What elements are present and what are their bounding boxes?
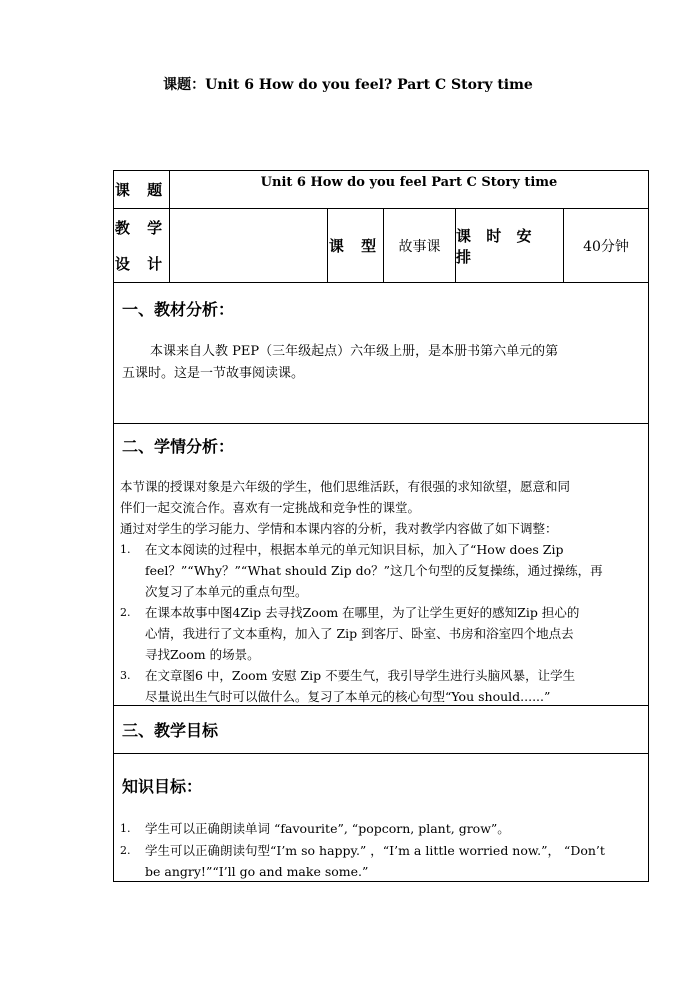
list-item-line: 在课本故事中图4Zip 去寻找Zoom 在哪里，为了让学生更好的感知Zip 担心的 xyxy=(145,605,580,620)
list-item-line: 在文本阅读的过程中，根据本单元的单元知识目标，加入了“How does Zip xyxy=(145,542,564,557)
list-item-line: 学生可以正确朗读句型“I’m so happy.” ，“I’m a little worried now.”， “Don’t xyxy=(145,843,605,858)
schedule-value: 40分钟 xyxy=(583,238,629,255)
lesson-type-label: 课 型 xyxy=(328,237,383,255)
schedule-label-cell xyxy=(456,209,564,282)
schedule-label: 课 时 安 排 xyxy=(456,226,537,266)
knowledge-goals-heading: 知识目标： xyxy=(122,777,203,796)
design-label-cell xyxy=(114,209,170,282)
table-row-design xyxy=(114,209,648,283)
teaching-goals-heading: 三、教学目标 xyxy=(122,721,219,740)
learner-analysis-p2: 通过对学生的学习能力、学情和本课内容的分析，我对教学内容做了如下调整： xyxy=(120,521,558,536)
list-item-line: feel？”“Why？”“What should Zip do？”这几个句型的反复操练，通过操练，再 xyxy=(145,563,603,578)
learner-analysis-heading: 二、学情分析： xyxy=(122,437,235,456)
knowledge-goals-section xyxy=(114,754,648,881)
textbook-analysis-line2: 五课时。这是一节故事阅读课。 xyxy=(122,366,305,381)
list-item-line: 尽量说出生气时可以做什么。复习了本单元的核心句型“You should......” xyxy=(145,689,551,704)
table-row-topic xyxy=(114,171,648,209)
textbook-analysis-section xyxy=(114,283,648,424)
topic-value: Unit 6 How do you feel Part C Story time xyxy=(260,175,558,190)
list-item-number: 2. xyxy=(120,606,131,619)
lesson-type-value-cell xyxy=(384,209,456,282)
list-item-line: 在文章图6 中，Zoom 安慰 Zip 不要生气，我引导学生进行头脑风暴，让学生 xyxy=(145,668,576,683)
learner-analysis-p1-line2: 伴们一起交流合作。喜欢有一定挑战和竞争性的课堂。 xyxy=(120,500,421,515)
topic-label-cell xyxy=(114,171,170,208)
list-item-line: 寻找Zoom 的场景。 xyxy=(145,647,260,662)
topic-label: 课 题 xyxy=(114,181,169,199)
list-item-number: 1. xyxy=(120,543,131,556)
design-blank-cell xyxy=(170,209,328,282)
teaching-goals-section xyxy=(114,706,648,754)
design-label-line2: 设 计 xyxy=(114,254,169,273)
list-item-number: 3. xyxy=(120,669,131,682)
textbook-analysis-line1: 本课来自人教 PEP（三年级起点）六年级上册，是本册书第六单元的第 xyxy=(150,344,559,359)
design-label-line1: 教 学 xyxy=(114,218,169,237)
learner-analysis-section xyxy=(114,424,648,706)
lesson-type-label-cell xyxy=(328,209,384,282)
page-title: 课题：Unit 6 How do you feel? Part C Story time xyxy=(163,77,533,93)
list-item-number: 1. xyxy=(120,822,131,835)
textbook-analysis-heading: 一、教材分析： xyxy=(122,300,235,319)
list-item-line: 心情，我进行了文本重构，加入了 Zip 到客厅、卧室、书房和浴室四个地点去 xyxy=(145,626,574,641)
learner-analysis-p1-line1: 本节课的授课对象是六年级的学生，他们思维活跃，有很强的求知欲望，愿意和同 xyxy=(120,479,571,494)
list-item-line: 学生可以正确朗读单词 “favourite”, “popcorn, plant, grow”。 xyxy=(145,821,510,836)
lesson-table xyxy=(113,170,649,882)
lesson-type-value: 故事课 xyxy=(398,238,441,255)
topic-value-cell xyxy=(170,171,648,208)
schedule-value-cell xyxy=(564,209,648,282)
list-item-number: 2. xyxy=(120,844,131,857)
list-item-line: 次复习了本单元的重点句型。 xyxy=(145,584,308,599)
list-item-line: be angry!”“I’ll go and make some.” xyxy=(145,864,369,879)
